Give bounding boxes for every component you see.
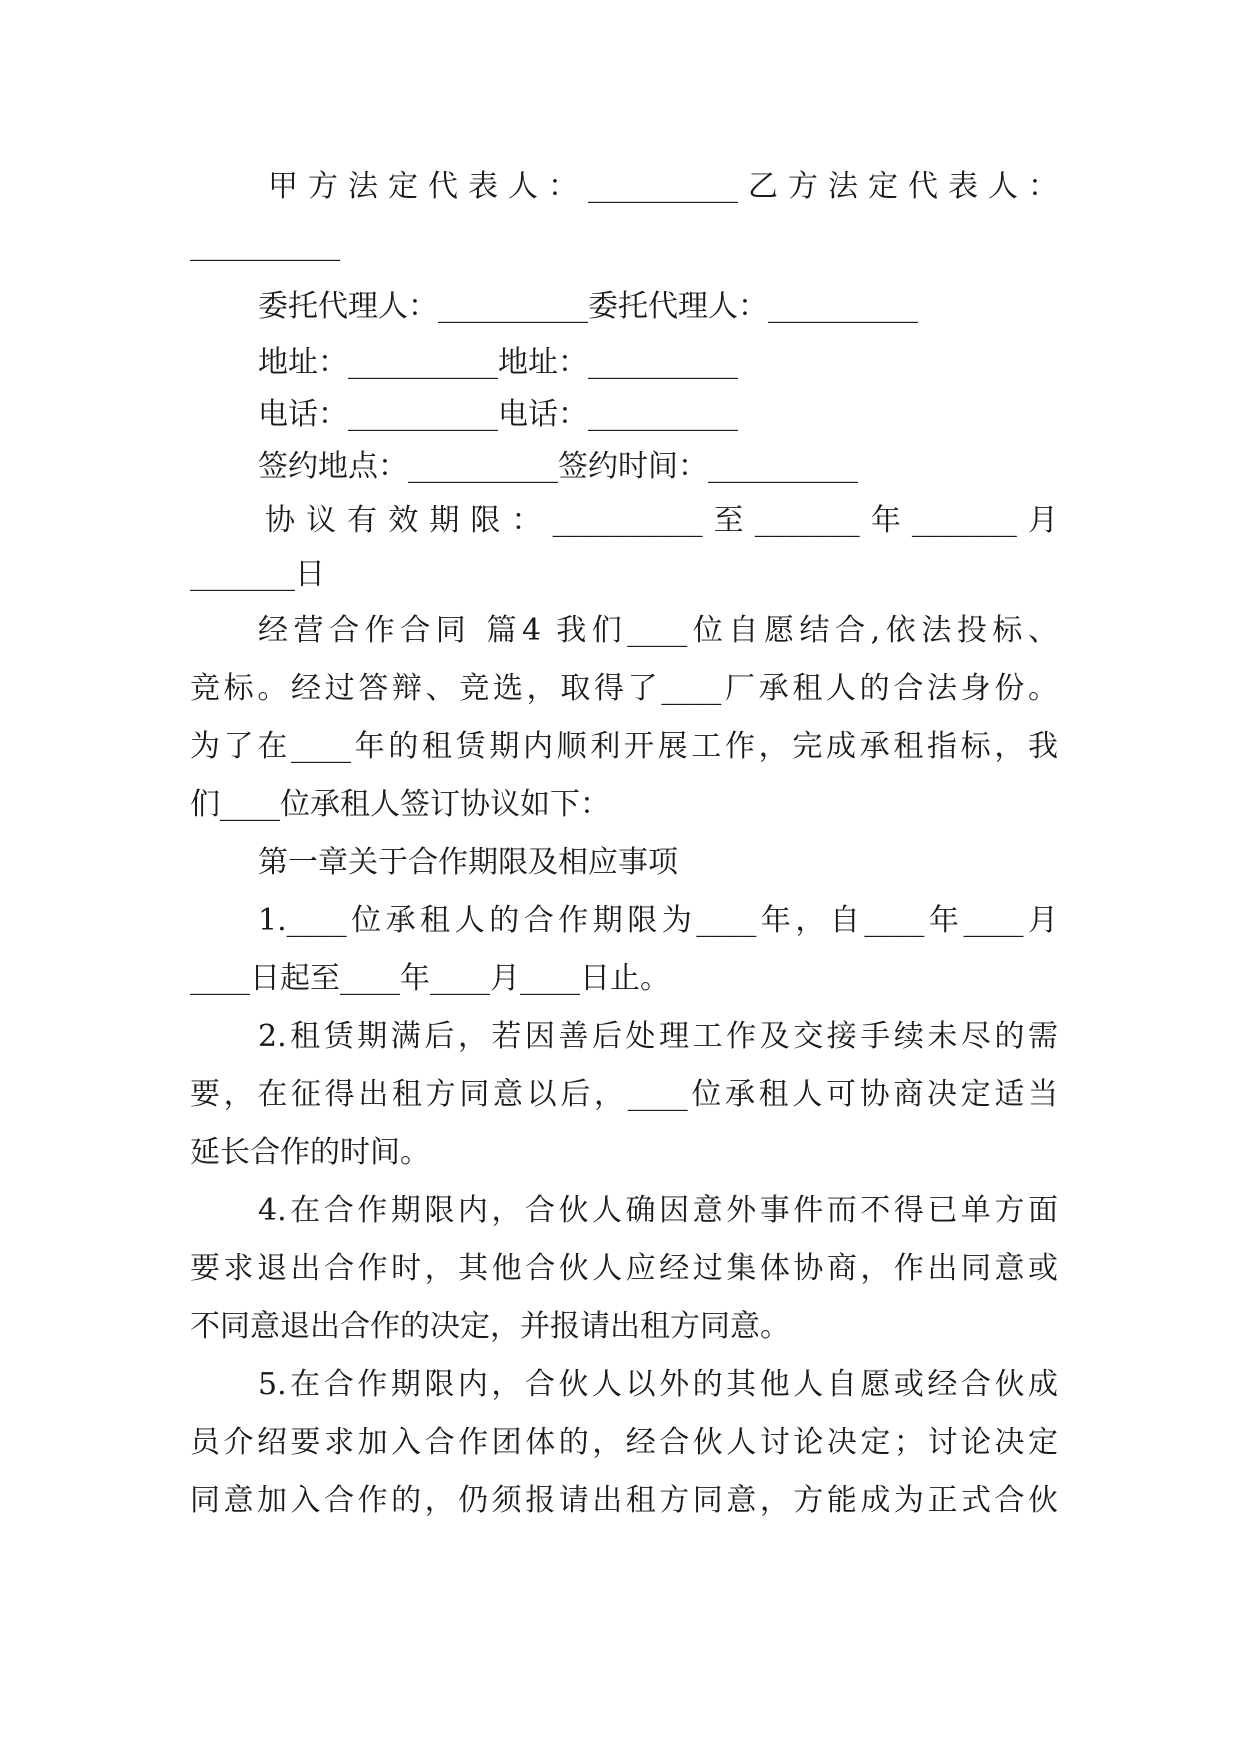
text-line-8: _______日 [190,557,325,592]
text-line-15: ____日起至____年____月____日止。 [190,961,670,996]
text-line-20: 要求退出合作时，其他合伙人应经过集体协商，作出同意或 [190,1251,1058,1286]
text-line-3: 委托代理人：__________委托代理人：__________ [258,289,918,324]
text-line-16: 2.租赁期满后，若因善后处理工作及交接手续未尽的需 [258,1019,1058,1054]
text-line-5: 电话：__________电话：__________ [258,397,738,432]
text-line-7: 协议有效期限：__________至_______年_______月 [265,503,1058,538]
text-line-14: 1.____位承租人的合作期限为____年，自____年____月 [258,903,1058,938]
text-line-2: __________ [190,227,340,262]
section-heading: 第一章关于合作期限及相应事项 [258,845,678,880]
text-line-4: 地址：__________地址：__________ [258,345,738,380]
text-line-24: 同意加入合作的，仍须报请出租方同意，方能成为正式合伙 [190,1483,1058,1518]
text-line-18: 延长合作的时间。 [190,1135,430,1170]
text-line-11: 为了在____年的租赁期内顺利开展工作，完成承租指标，我 [190,729,1058,764]
text-line-12: 们____位承租人签订协议如下： [190,787,610,822]
text-line-9: 经营合作合同 篇4 我们____位自愿结合,依法投标、 [258,613,1058,648]
text-line-19: 4.在合作期限内，合伙人确因意外事件而不得已单方面 [258,1193,1058,1228]
text-line-1: 甲方法定代表人：__________乙方法定代表人： [268,169,1058,204]
text-line-17: 要，在征得出租方同意以后，____位承租人可协商决定适当 [190,1077,1058,1112]
text-line-10: 竞标。经过答辩、竞选，取得了____厂承租人的合法身份。 [190,671,1058,706]
text-line-21: 不同意退出合作的决定，并报请出租方同意。 [190,1309,790,1344]
document-body [190,158,1058,1530]
text-line-6: 签约地点：__________签约时间：__________ [258,449,858,484]
text-line-22: 5.在合作期限内，合伙人以外的其他人自愿或经合伙成 [258,1367,1058,1402]
text-line-23: 员介绍要求加入合作团体的，经合伙人讨论决定；讨论决定 [190,1425,1058,1460]
